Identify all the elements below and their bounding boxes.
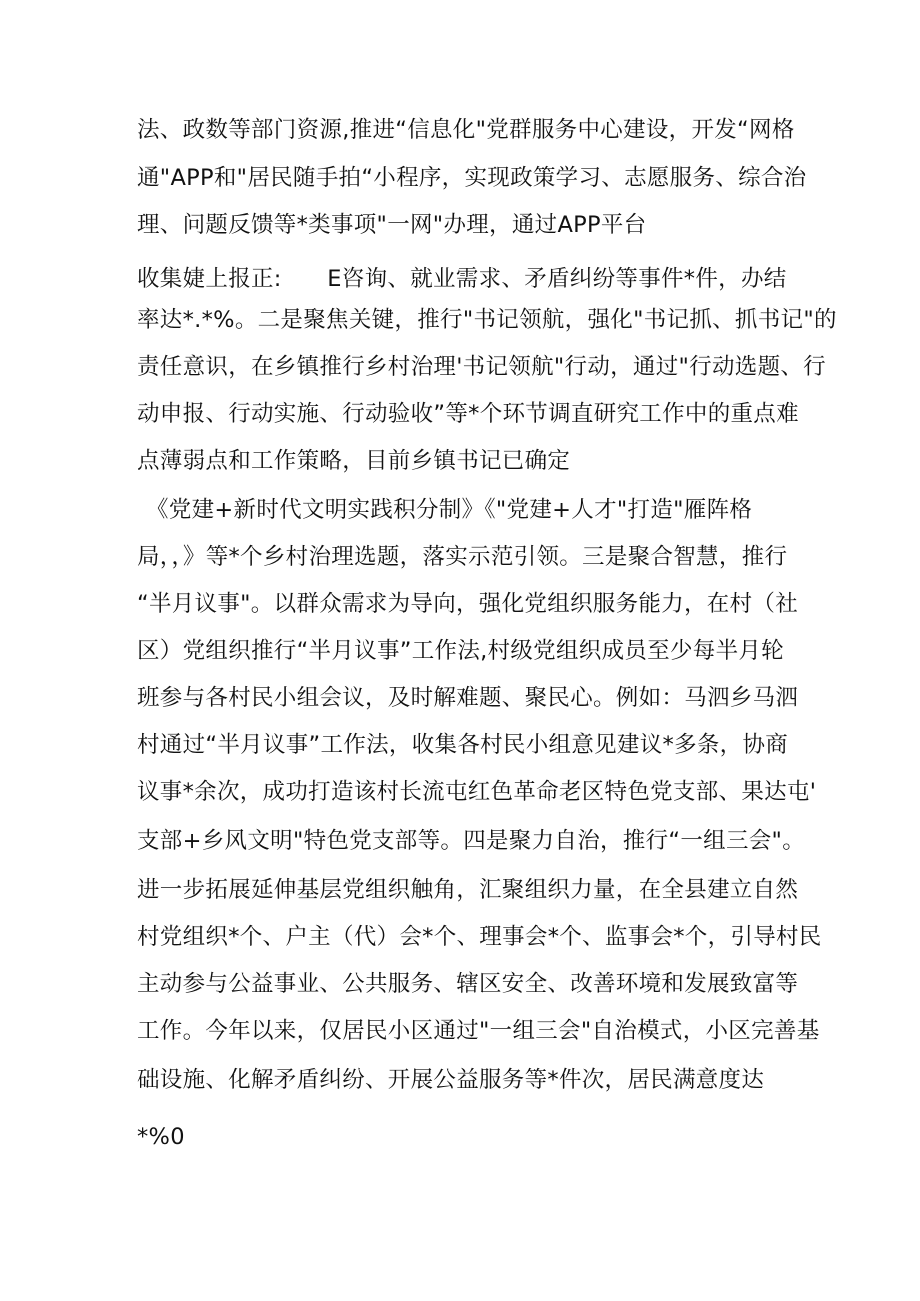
text-line: 村通过“半月议事”工作法，收集各村民小组意见建议*多条，协商: [137, 732, 789, 758]
text-line: 率达*.*%。二是聚焦关键，推行"书记领航，强化"书记抓、抓书记"的: [137, 307, 837, 333]
text-line: 通"APP和"居民随手拍“小程序，实现政策学习、志愿服务、综合治: [137, 165, 807, 191]
text-line: 收集婕上报正: E咨询、就业需求、矛盾纠纷等事件*件，办结: [137, 266, 787, 292]
text-line: 动申报、行动实施、行动验收”等*个环节调直研究工作中的重点难: [137, 401, 799, 427]
text-line: *%0: [137, 1124, 185, 1150]
text-line: 础设施、化解矛盾纠纷、开展公益服务等*件次，居民满意度达: [137, 1067, 765, 1093]
text-line: 工作。今年以来，仅居民小区通过"一组三会"自治模式，小区完善基: [137, 1018, 820, 1044]
text-line: 《党建+新时代文明实践积分制》《"党建+人才"打造"雁阵格: [146, 497, 753, 523]
text-line: 局，，》等*个乡村治理选题，落实示范引领。三是聚合智慧，推行: [137, 544, 788, 570]
text-line: 理、问题反馈等*类事项"一网"办理，通过APP平台: [137, 212, 647, 238]
text-line: 议事*余次，成功打造该村长流屯红色革命老区特色党支部、果达屯': [137, 779, 817, 805]
text-line: 法、政数等部门资源,推进“信息化"党群服务中心建设，开发“网格: [137, 117, 795, 143]
text-line: 区）党组织推行“半月议事”工作法,村级党组织成员至少每半月轮: [137, 638, 784, 664]
text-line: “半月议事"。以群众需求为导向，强化党组织服务能力，在村（社: [137, 591, 799, 617]
text-line: 支部+乡风文明"特色党支部等。四是聚力自治，推行“一组三会"。: [137, 828, 806, 854]
text-line: 主动参与公益事业、公共服务、辖区安全、改善环境和发展致富等: [137, 971, 799, 997]
text-line: 责任意识，在乡镇推行乡村治理'书记领航"行动，通过"行动选题、行: [137, 354, 826, 380]
text-line: 点薄弱点和工作策略，目前乡镇书记已确定: [137, 448, 571, 474]
text-line: 班参与各村民小组会议，及时解难题、聚民心。例如：马泗乡马泗: [137, 685, 799, 711]
text-line: 村党组织*个、户主（代）会*个、理事会*个、监事会*个，引导村民: [137, 924, 822, 950]
text-line: 进一步拓展延伸基层党组织触角，汇聚组织力量，在全县建立自然: [137, 877, 799, 903]
